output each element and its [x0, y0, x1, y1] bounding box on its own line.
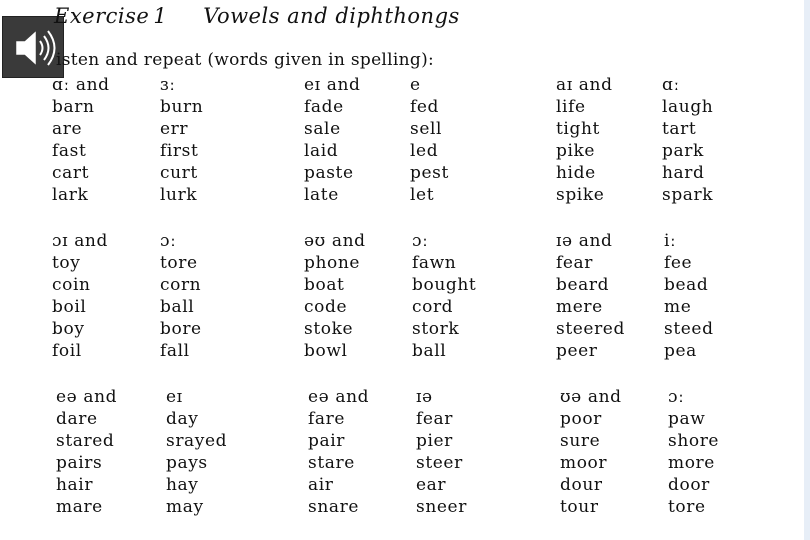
word: srayed [166, 431, 228, 451]
word: mare [56, 497, 103, 517]
word: fear [416, 409, 454, 429]
word: pest [410, 163, 449, 183]
word: hide [556, 163, 596, 183]
word: spark [662, 185, 714, 205]
word: cord [412, 297, 454, 317]
word: sell [410, 119, 443, 139]
exercise-name: Vowels and diphthongs [203, 4, 460, 28]
word: laid [304, 141, 339, 161]
word: bought [412, 275, 477, 295]
word: are [52, 119, 83, 139]
word: bore [160, 319, 202, 339]
word: fare [308, 409, 346, 429]
word: pays [166, 453, 208, 473]
word: hay [166, 475, 199, 495]
word: let [410, 185, 435, 205]
word: tight [556, 119, 600, 139]
word: dour [560, 475, 603, 495]
column-header: ɜː [160, 75, 176, 95]
word: stork [412, 319, 460, 339]
word: steered [556, 319, 625, 339]
column-header: aɪ and [556, 75, 613, 95]
word: steed [664, 319, 714, 339]
word: first [160, 141, 199, 161]
word: hard [662, 163, 705, 183]
word: sale [304, 119, 341, 139]
word: dare [56, 409, 98, 429]
word: stoke [304, 319, 354, 339]
word: shore [668, 431, 720, 451]
word: corn [160, 275, 202, 295]
word: bead [664, 275, 709, 295]
word: tore [160, 253, 198, 273]
word: sneer [416, 497, 467, 517]
word: toy [52, 253, 81, 273]
word: led [410, 141, 439, 161]
word: park [662, 141, 704, 161]
word: fall [160, 341, 190, 361]
word: curt [160, 163, 198, 183]
word: cart [52, 163, 90, 183]
word: boat [304, 275, 345, 295]
word: poor [560, 409, 602, 429]
instruction-text: isten and repeat (words given in spelling): [56, 50, 435, 70]
word: me [664, 297, 692, 317]
word: laugh [662, 97, 714, 117]
word: bowl [304, 341, 348, 361]
word: fear [556, 253, 594, 273]
column-header: ɔː [160, 231, 177, 251]
word: tore [668, 497, 706, 517]
word: day [166, 409, 199, 429]
word: sure [560, 431, 601, 451]
word: foil [52, 341, 82, 361]
right-edge-strip [804, 0, 810, 540]
word: moor [560, 453, 608, 473]
column-header: əʊ and [304, 231, 366, 251]
word: boy [52, 319, 85, 339]
word: fade [304, 97, 344, 117]
word: mere [556, 297, 603, 317]
word: coin [52, 275, 91, 295]
column-header: eɪ and [304, 75, 361, 95]
word: code [304, 297, 348, 317]
word: lark [52, 185, 89, 205]
word: snare [308, 497, 359, 517]
word: fed [410, 97, 440, 117]
column-header: ɪə [416, 387, 433, 407]
word: more [668, 453, 715, 473]
column-header: e [410, 75, 421, 95]
exercise-title [54, 4, 460, 28]
word: pier [416, 431, 453, 451]
column-header: ɑː [662, 75, 680, 95]
word: peer [556, 341, 598, 361]
exercise-label: Exercise [54, 4, 150, 28]
word: door [668, 475, 710, 495]
word: late [304, 185, 339, 205]
word: fawn [412, 253, 457, 273]
word: err [160, 119, 189, 139]
word: spike [556, 185, 605, 205]
word: fast [52, 141, 87, 161]
word: life [556, 97, 586, 117]
column-header: eə and [308, 387, 370, 407]
column-header: eə and [56, 387, 118, 407]
column-header: ɔɪ and [52, 231, 108, 251]
column-header: ɔː [668, 387, 685, 407]
word: paste [304, 163, 354, 183]
word: lurk [160, 185, 198, 205]
word: tour [560, 497, 599, 517]
column-header: ɔː [412, 231, 429, 251]
word: tart [662, 119, 697, 139]
column-header: ɪə and [556, 231, 613, 251]
column-header: iː [664, 231, 677, 251]
word: hair [56, 475, 94, 495]
word: air [308, 475, 334, 495]
word: fee [664, 253, 693, 273]
word: stared [56, 431, 115, 451]
word: phone [304, 253, 361, 273]
word: burn [160, 97, 204, 117]
exercise-number: 1 [153, 4, 168, 28]
word: paw [668, 409, 706, 429]
word: pair [308, 431, 345, 451]
word: steer [416, 453, 463, 473]
word: ball [412, 341, 447, 361]
word: ball [160, 297, 195, 317]
word: boil [52, 297, 87, 317]
word: stare [308, 453, 355, 473]
word: pike [556, 141, 596, 161]
word: may [166, 497, 204, 517]
word: pairs [56, 453, 103, 473]
column-header: ʊə and [560, 387, 622, 407]
word: pea [664, 341, 697, 361]
column-header: ɑː and [52, 75, 110, 95]
word: ear [416, 475, 447, 495]
word: barn [52, 97, 95, 117]
column-header: eɪ [166, 387, 183, 407]
word: beard [556, 275, 610, 295]
